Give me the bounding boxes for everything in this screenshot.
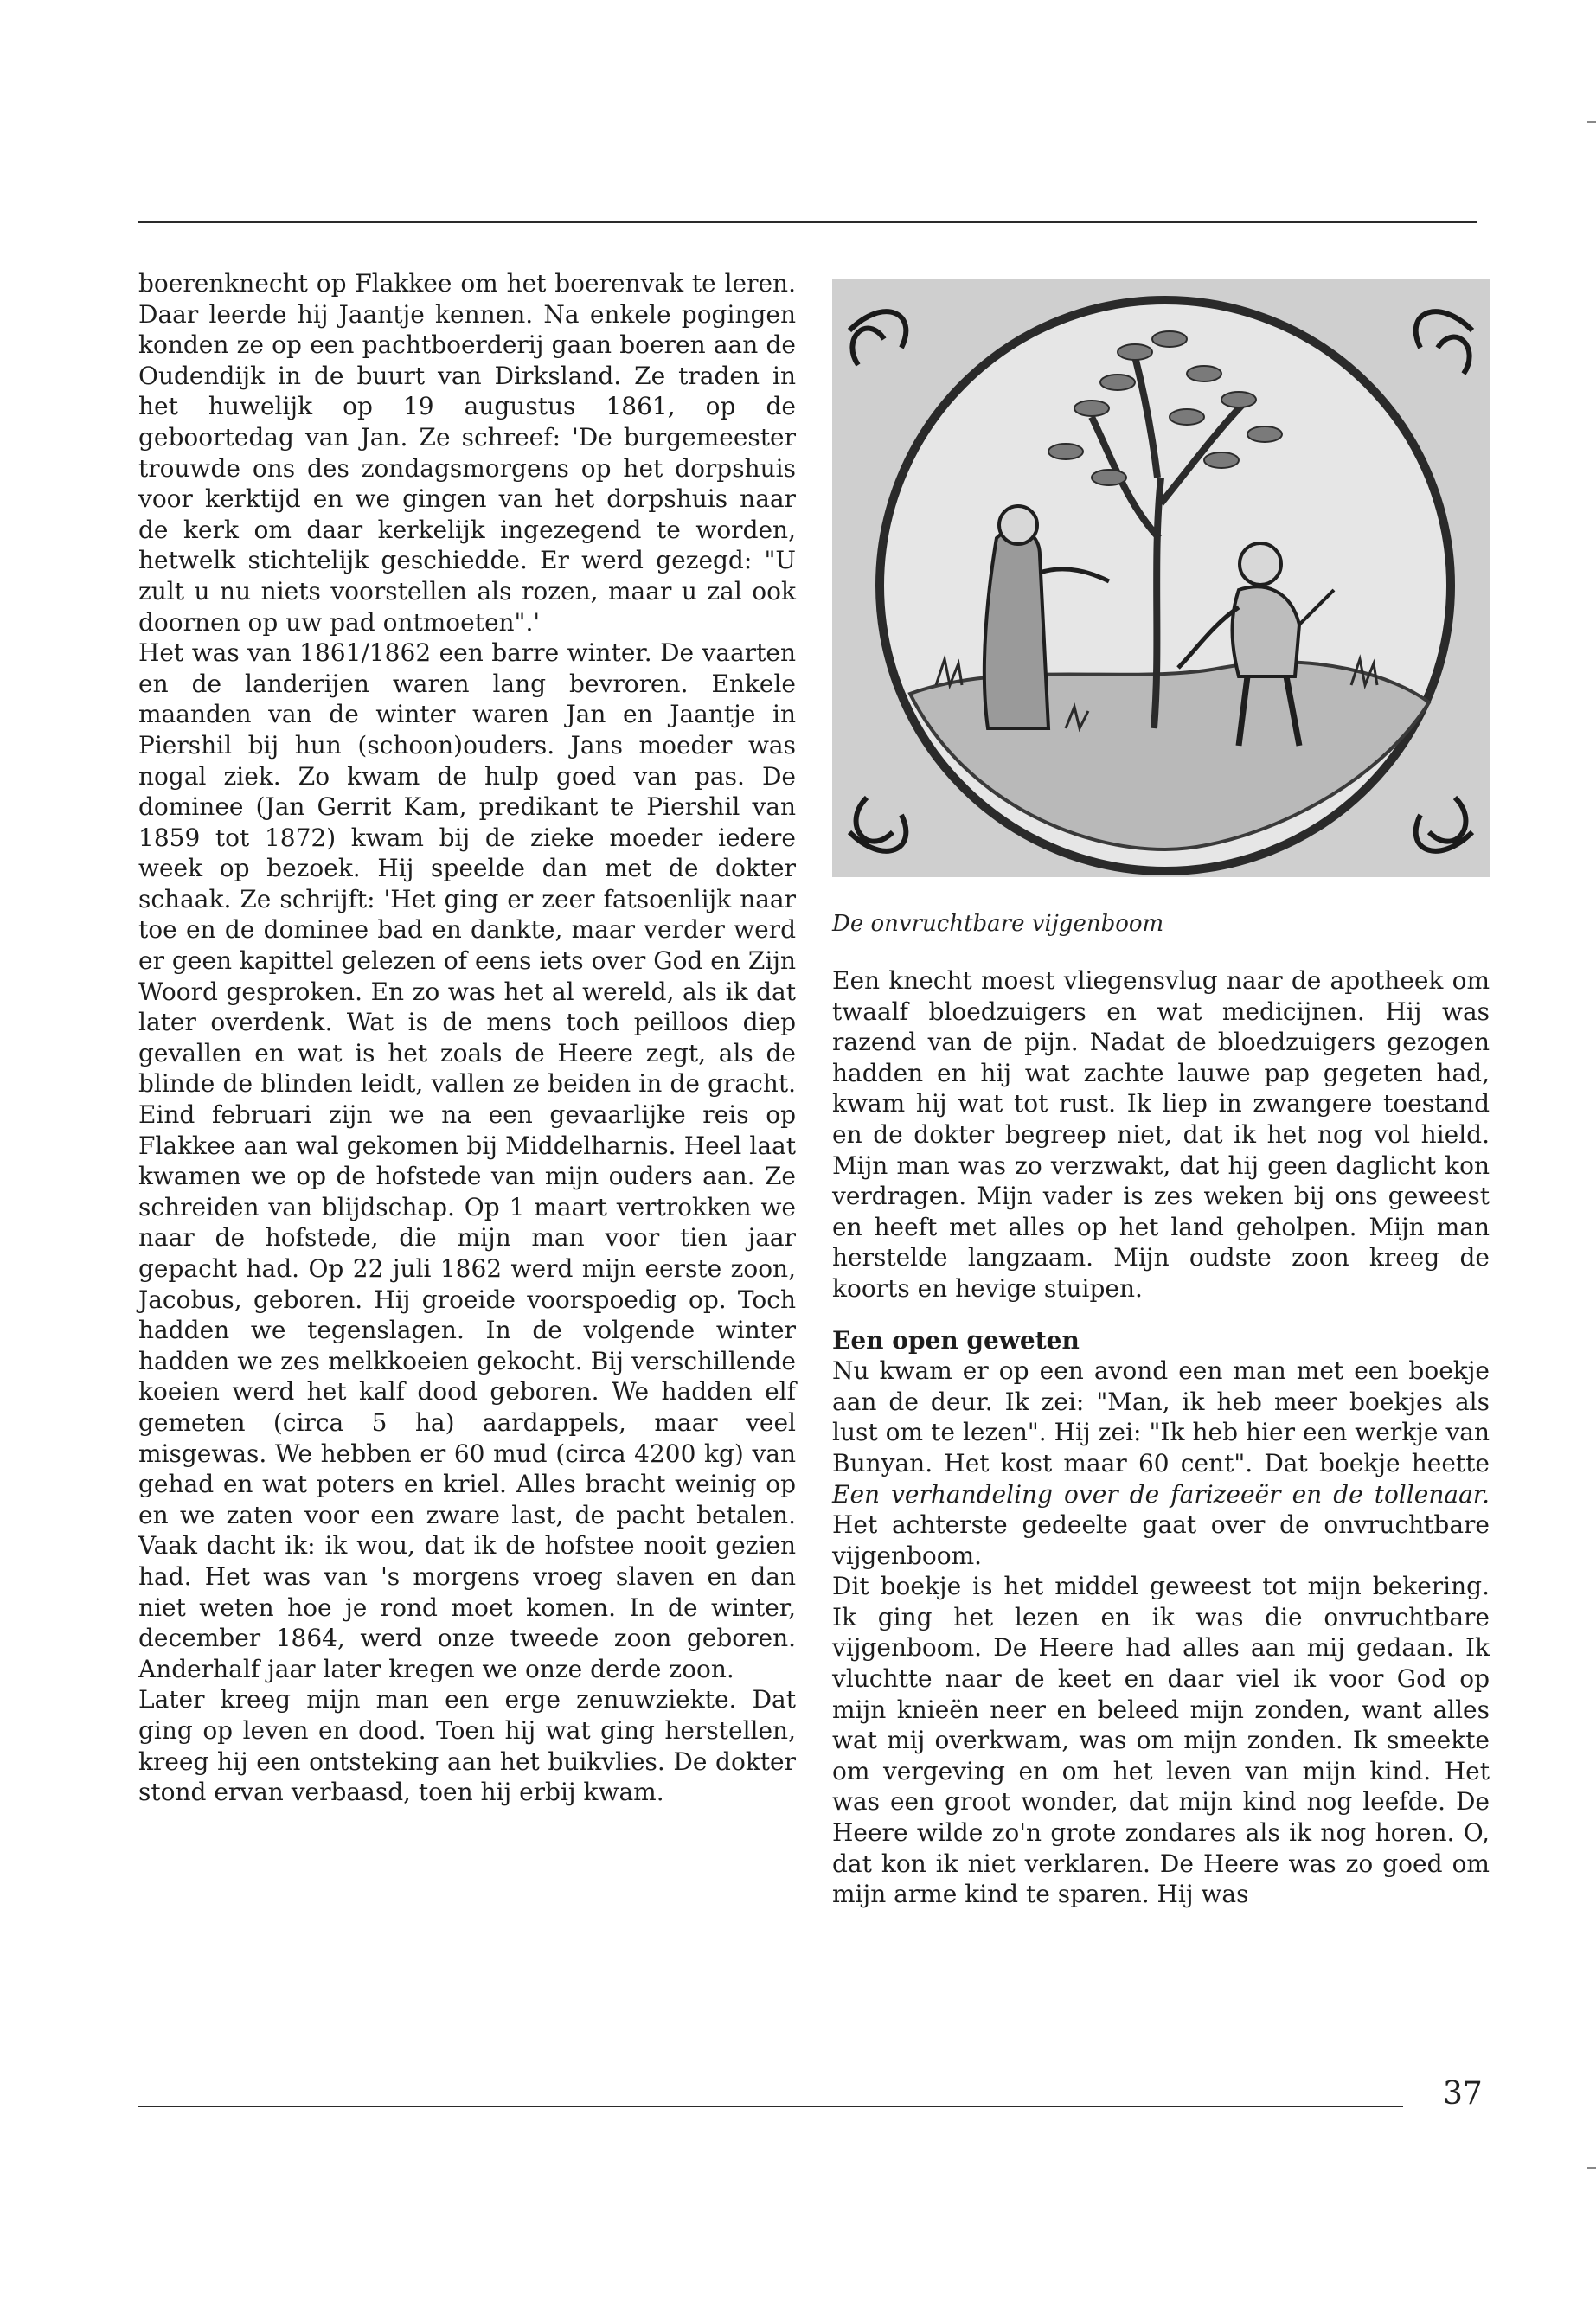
page-number: 37 (1443, 2076, 1483, 2112)
edge-mark (1587, 2167, 1596, 2169)
paragraph-text: Nu kwam er op een avond een man met een boekje aan de deur. Ik zei: "Man, ik heb meer boekjes als lust om te lezen". Hij zei: "Ik heb hier een werkje van Bunyan. Het kost maar 60 cent". Dat boekje heette (832, 1356, 1490, 1477)
header-rule (138, 221, 1477, 223)
paragraph: Een knecht moest vliegensvlug naar de apotheek om twaalf bloedzuigers en wat medicijnen. Hij was razend van de pijn. Nadat de bloedzuigers gezogen hadden en hij wat zachte lauwe pap gegeten had, kwam hij wat tot rust. Ik liep in zwangere toestand en de dokter begreep niet, dat ik het nog vol hield. Mijn man was zo verzwakt, dat hij geen daglicht kon verdragen. Mijn vader is zes weken bij ons geweest en heeft met alles op het land geholpen. Mijn man herstelde langzaam. Mijn oudste zoon kreeg de koorts en hevige stuipen. (832, 966, 1490, 1303)
paragraph: Het was van 1861/1862 een barre winter. De vaarten en de landerijen waren lang bevroren. Enkele maanden van de winter waren Jan en Jaantje in Piershil bij hun (schoon)ouders. Jans moeder was nogal ziek. Zo kwam de hulp goed van pas. De dominee (Jan Gerrit Kam, predikant te Piershil van 1859 tot 1872) kwam bij de zieke moeder iedere week op bezoek. Hij speelde dan met de dokter schaak. Ze schrijft: 'Het ging er zeer fatsoenlijk naar toe en de dominee bad en dankte, maar verder werd er geen kapittel gelezen of eens iets over God en Zijn Woord gesproken. En zo was het al wereld, als ik dat later overdenk. Wat is de mens toch peilloos diep gevallen en wat is het zoals de Heere zegt, als de blinde de blinden leidt, vallen ze beiden in de gracht. Eind februari zijn we na een gevaarlijke reis op Flakkee aan wal gekomen bij Middelharnis. Heel laat kwamen we op de hofstede van mijn ouders aan. Ze schreiden van blijdschap. Op 1 maart vertrokken we naar de hofstede, die mijn man voor tien jaar gepacht had. Op 22 juli 1862 werd mijn eerste zoon, Jacobus, geboren. Hij groeide voorspoedig op. Toch hadden we tegenslagen. In de volgende winter hadden we zes melkkoeien gekocht. Bij verschillende koeien werd het kalf dood geboren. We hadden elf gemeten (circa 5 ha) aardappels, maar veel misgewas. We hebben er 60 mud (circa 4200 kg) van gehad en wat poters en kriel. Alles bracht weinig op en we zaten voor een zware last, de pacht betalen. Vaak dacht ik: ik wou, dat ik de hofstee nooit gezien had. Het was van 's morgens vroeg slaven en dan niet weten hoe je rond moet komen. In de winter, december 1864, werd onze tweede zoon geboren. Anderhalf jaar later kregen we onze derde zoon. (138, 638, 796, 1683)
paragraph-text: Het achterste gedeelte gaat over de onvruchtbare vijgenboom. (832, 1510, 1490, 1570)
paragraph (832, 1356, 1490, 1571)
left-column (138, 268, 796, 1808)
figure-caption: De onvruchtbare vijgenboom (832, 911, 1164, 937)
paragraph: Later kreeg mijn man een erge zenuwziekte. Dat ging op leven en dood. Toen hij wat ging herstellen, kreeg hij een ontsteking aan het buikvlies. De dokter stond ervan verbaasd, toen hij erbij kwam. (138, 1685, 796, 1807)
edge-mark (1587, 121, 1596, 123)
paragraph: Dit boekje is het middel geweest tot mijn bekering. Ik ging het lezen en ik was die onvruchtbare vijgenboom. De Heere had alles aan mij gedaan. Ik vluchtte naar de keet en daar viel ik voor God op mijn knieën neer en beleed mijn zonden, want alles wat mij overkwam, was om mijn zonden. Ik smeekte om vergeving en om het leven van mijn kind. Het was een groot wonder, dat mijn kind nog leefde. De Heere wilde zo'n grote zondares als ik nog horen. O, dat kon ik niet verklaren. De Heere was zo goed om mijn arme kind te sparen. Hij was (832, 1572, 1490, 1909)
book-title: Een verhandeling over de farizeeër en de tollenaar. (832, 1479, 1490, 1509)
paragraph: boerenknecht op Flakkee om het boerenvak te leren. Daar leerde hij Jaantje kennen. Na enkele pogingen konden ze op een pachtboerderij gaan boeren aan de Oudendijk in de buurt van Dirksland. Ze traden in het huwelijk op 19 augustus 1861, op de geboortedag van Jan. Ze schreef: 'De burgemeester trouwde ons des zondagsmorgens op het dorpshuis voor kerktijd en we gingen van het dorpshuis naar de kerk om daar kerkelijk ingezegend te worden, hetwelk stichtelijk geschiedde. Er werd gezegd: "U zult u nu niets voorstellen als rozen, maar u zal ook doornen op uw pad ontmoeten".' (138, 269, 796, 637)
section-heading: Een open geweten (832, 1325, 1080, 1355)
right-column (832, 965, 1490, 1910)
footer-rule (138, 2106, 1403, 2107)
tile-illustration (832, 279, 1490, 877)
